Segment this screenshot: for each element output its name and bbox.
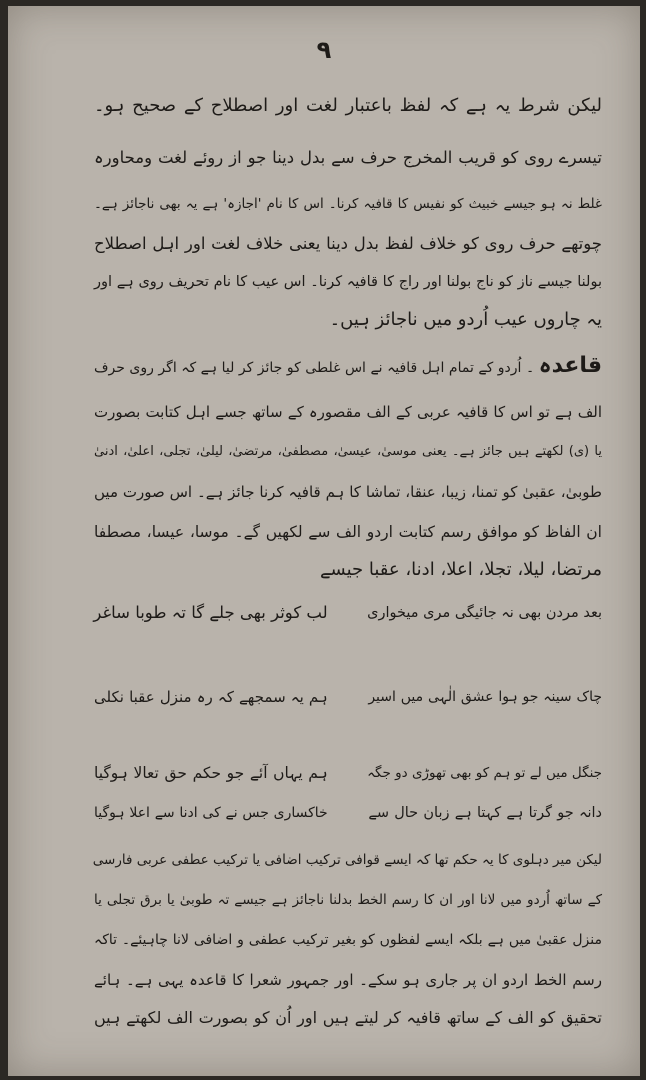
rule-line: یا (ی) لکھتے ہیں جائز ہے۔ یعنی موسیٰ، عیسیٰ، مصطفیٰ، مرتضیٰ، لیلیٰ، تجلی، اعلیٰ، ادنیٰ	[94, 444, 602, 459]
couplet-misra: لب کوثر بھی جلے گا تہ طوبا ساغر	[93, 603, 328, 622]
text-line: غلط نہ ہو جیسے خبیث کو نفیس کا قافیہ کرنا۔ اس کا نام 'اجازہ' ہے یہ بھی ناجائز ہے۔	[94, 196, 602, 212]
couplet	[94, 798, 602, 830]
text-line: یہ چاروں عیب اُردو میں ناجائز ہیں۔	[329, 309, 602, 330]
book-page	[8, 6, 640, 1076]
couplet-misra: چاک سینہ جو ہوا عشق الٰہی میں اسیر	[368, 689, 602, 705]
couplet	[94, 682, 602, 714]
text-line: لیکن شرط یہ ہے کہ لفظ باعتبار لغت اور اصطلاح کے صحیح ہو۔	[94, 95, 602, 116]
rule-line: الف ہے تو اس کا قافیہ عربی کے الف مقصورہ کے ساتھ جسے اہل کتابت بصورت	[94, 403, 602, 421]
couplet	[94, 598, 602, 630]
text-line: بولنا جیسے ناز کو ناج بولنا اور راج کا قافیہ کرنا۔ اس عیب کا نام تحریف روی ہے اور	[94, 274, 602, 290]
text-line: تحقیق کو الف کے ساتھ قافیہ کر لیتے ہیں اور اُن کو بصورت الف لکھتے ہیں	[94, 1008, 602, 1027]
couplet-misra: ہم یہ سمجھے کہ رہ منزل عقبا نکلی	[94, 688, 328, 706]
rule-line: ان الفاظ کو موافق رسم کتابت اردو الف سے لکھیں گے۔ موسا، عیسا، مصطفا	[94, 523, 602, 541]
text-line: رسم الخط اردو ان پر جاری ہو سکے۔ اور جمہور شعرا کا قاعدہ یہی ہے۔ ہائے	[94, 971, 602, 989]
rule-line: طوبیٰ، عقبیٰ کو تمنا، زیبا، عنقا، تماشا کا ہم قافیہ کرنا جائز ہے۔ اس صورت میں	[94, 483, 602, 501]
text-line: منزل عقبیٰ میں ہے بلکہ ایسے لفظوں کو بغیر ترکیب عطفی و اضافی لانا چاہیئے۔ تاکہ	[94, 932, 602, 948]
couplet-misra: بعد مردن بھی نہ جائیگی مری میخواری	[367, 605, 602, 621]
text-line: کے ساتھ اُردو میں لانا اور ان کا رسم الخط بدلنا ناجائز ہے جیسے تہ طوبیٰ یا برق تجلی یا	[94, 892, 602, 908]
couplet-misra: جنگل میں لے تو ہم کو بھی تھوڑی دو جگہ	[367, 765, 602, 781]
couplet	[94, 758, 602, 790]
rule-line: مرتضا، لیلا، تجلا، اعلا، ادنا، عقبا جیسے	[320, 559, 602, 580]
text-line: لیکن میر دہلوی کا یہ حکم تھا کہ ایسے قوافی ترکیب اضافی یا ترکیب عطفی عربی فارسی	[92, 852, 602, 868]
page-number: ٩	[316, 36, 332, 64]
couplet-misra: ہم یہاں آئے جو حکم حق تعالا ہوگیا	[94, 764, 328, 782]
rule-text: ۔ اُردو کے تمام اہل قافیہ نے اس غلطی کو جائز کر لیا ہے کہ اگر روی حرف	[94, 360, 535, 376]
couplet-misra: خاکساری جس نے کی ادنا سے اعلا ہوگیا	[94, 805, 328, 821]
rule-heading: قاعدہ	[538, 353, 603, 378]
rule-line	[94, 352, 602, 382]
text-line: تیسرے روی کو قریب المخرج حرف سے بدل دینا جو از روئے لغت ومحاورہ	[94, 148, 602, 167]
couplet-misra: دانہ جو گرتا ہے کہتا ہے زبان حال سے	[368, 805, 602, 821]
text-line: چوتھے حرف روی کو خلاف لفظ بدل دینا یعنی خلاف لغت اور اہل اصطلاح	[94, 234, 602, 253]
